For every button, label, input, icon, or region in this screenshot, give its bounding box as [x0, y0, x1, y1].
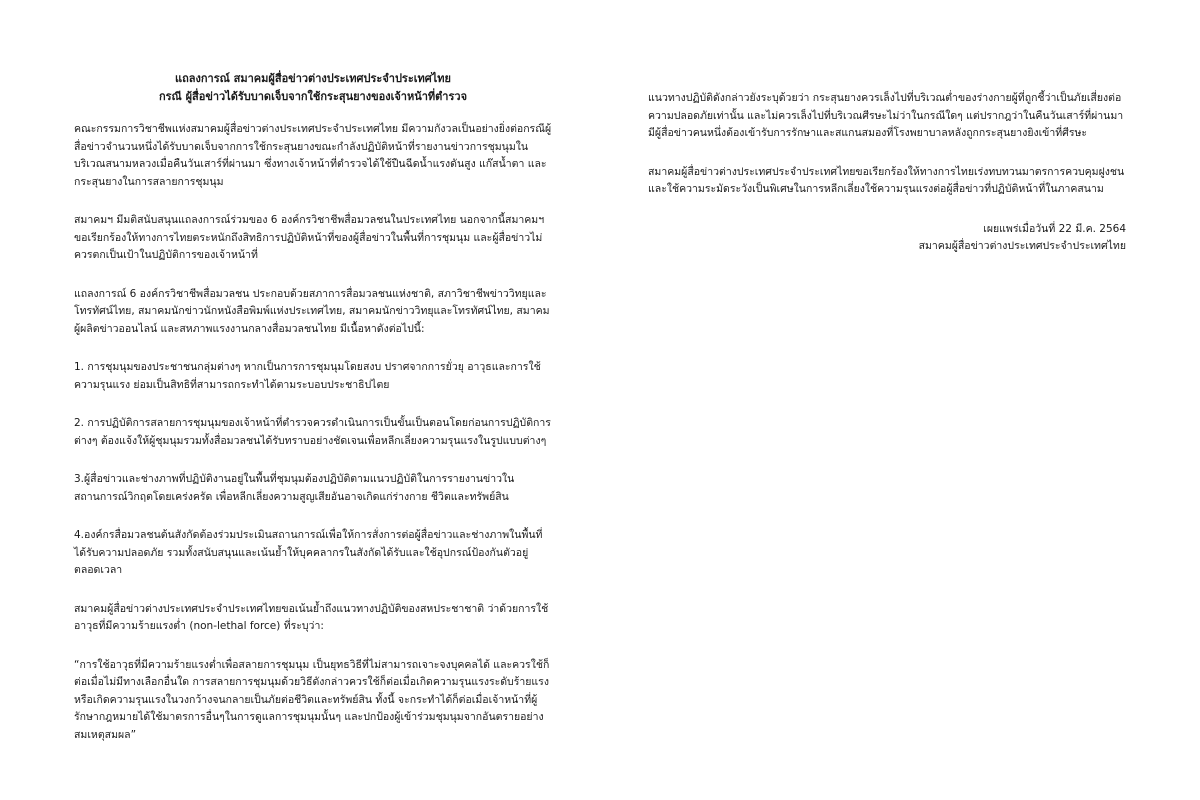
- issuer-name: สมาคมผู้สื่อข่าวต่างประเทศประจำประเทศไทย: [918, 240, 1126, 252]
- paragraph-point-2: 2. การปฏิบัติการสลายการชุมนุมของเจ้าหน้าที่ตำรวจควรดำเนินการเป็นขั้นเป็นตอนโดยก่อนการปฏิบัติการต่างๆ ต้องแจ้งให้ผู้ชุมนุมรวมทั้งสื่อมวลชนได้รับทราบอย่างชัดเจนเพื่อหลีกเลี่ยงความรุนแรงในรูปแบบต่างๆ: [74, 417, 551, 447]
- paragraph-demand: สมาคมผู้สื่อข่าวต่างประเทศประจำประเทศไทยขอเรียกร้องให้ทางการไทยเร่งทบทวนมาตรการควบคุมฝูงชน และใช้ความระมัดระวังเป็นพิเศษในการหลีกเลี่ยงใช้ความรุนแรงต่อผู้สื่อข่าวที่ปฏิบัติหน้าที่ในภาคสนาม: [648, 165, 1125, 195]
- paragraph-rubber-bullets: แนวทางปฏิบัติดังกล่าวยังระบุด้วยว่า กระสุนยางควรเล็งไปที่บริเวณต่ำของร่างกายผู้ที่ถูกชี้ว่าเป็นภัยเสี่ยงต่อความปลอดภัยเท่านั้น และไม่ควรเล็งไปที่บริเวณศีรษะไม่ว่าในกรณีใดๆ แต่ปรากฎว่าในคืนวันเสาร์ที่ผ่านมา มีผู้สื่อข่าวคนหนึ่งต้องเข้ารับการรักษาและสแกนสมองที่โรงพยาบาลหลังถูกกระสุนยางยิงเข้าที่ศีรษะ: [648, 92, 1124, 139]
- paragraph-quote: “การใช้อาวุธที่มีความร้ายแรงต่ำเพื่อสลายการชุมนุม เป็นยุทธวิธีที่ไม่สามารถเจาะจงบุคคลได้ และควรใช้ก็ต่อเมื่อไม่มีทางเลือกอื่นใด การสลายการชุมนุมด้วยวิธีดังกล่าวควรใช้ก็ต่อเมื่อเกิดความรุนแรงระดับร้ายแรง หรือเกิดความรุนแรงในวงกว้างจนกลายเป็นภัยต่อชีวิตและทรัพย์สิน ทั้งนี้ จะกระทำได้ก็ต่อเมื่อเจ้าหน้าที่ผู้รักษากฎหมายได้ใช้มาตรการอื่นๆในการดูแลการชุมนุมนั้นๆ และปกป้องผู้เข้าร่วมชุมนุมจากอันตรายอย่างสมเหตุสมผล”: [74, 658, 550, 741]
- paragraph-intro: คณะกรรมการวิชาชีพแห่งสมาคมผู้สื่อข่าวต่างประเทศประจำประเทศไทย มีความกังวลเป็นอย่างยิ่งต่อกรณีผู้สื่อข่าวจำนวนหนึ่งได้รับบาดเจ็บจากการใช้กระสุนยางขณะกำลังปฏิบัติหน้าที่รายงานข่าวการชุมนุมในบริเวณสนามหลวงเมื่อคืนวันเสาร์ที่ผ่านมา ซึ่งทางเจ้าหน้าที่ตำรวจได้ใช้ปืนฉีดน้ำแรงดันสูง แก๊สน้ำตา และกระสุนยางในการสลายการชุมนุม: [74, 123, 552, 188]
- title-line-1: แถลงการณ์ สมาคมผู้สื่อข่าวต่างประเทศประจำประเทศไทย: [175, 72, 451, 85]
- paragraph-point-4: 4.องค์กรสื่อมวลชนต้นสังกัดต้องร่วมประเมินสถานการณ์เพื่อให้การสั่งการต่อผู้สื่อข่าวและช่างภาพในพื้นที่ได้รับความปลอดภัย รวมทั้งสนับสนุนและเน้นย้ำให้บุคคลากรในสังกัดได้รับและใช้อุปกรณ์ป้องกันตัวอยู่ตลอดเวลา: [74, 529, 543, 576]
- paragraph-point-1: 1. การชุมนุมของประชาชนกลุ่มต่างๆ หากเป็นการการชุมนุมโดยสงบ ปราศจากการยั่วยุ อาวุธและการใช้ความรุนแรง ย่อมเป็นสิทธิที่สามารถกระทำได้ตามระบอบประชาธิปไตย: [74, 361, 541, 391]
- left-column: [74, 70, 552, 765]
- release-date: เผยแพร่เมื่อวันที่ 22 มี.ค. 2564: [983, 222, 1126, 235]
- document-title: [74, 70, 552, 106]
- paragraph-un-guideline: สมาคมผู้สื่อข่าวต่างประเทศประจำประเทศไทยขอเน้นย้ำถึงแนวทางปฏิบัติของสหประชาชาติ ว่าด้วยการใช้อาวุธที่มีความร้ายแรงต่ำ (non-lethal force) ที่ระบุว่า:: [74, 602, 549, 632]
- paragraph-point-3: 3.ผู้สื่อข่าวและช่างภาพที่ปฏิบัติงานอยู่ในพื้นที่ชุมนุมต้องปฏิบัติตามแนวปฏิบัติในการรายงานข่าวในสถานการณ์วิกฤตโดยเคร่งครัด เพื่อหลีกเลี่ยงความสูญเสียอันอาจเกิดแก่ร่างกาย ชีวิตและทรัพย์สิน: [74, 473, 515, 503]
- signature-block: [648, 221, 1126, 256]
- right-column: [648, 90, 1126, 256]
- title-line-2: กรณี ผู้สื่อข่าวได้รับบาดเจ็บจากใช้กระสุนยางของเจ้าหน้าที่ตำรวจ: [158, 90, 468, 103]
- paragraph-support: สมาคมฯ มีมติสนับสนุนแถลงการณ์ร่วมของ 6 องค์กรวิชาชีพสื่อมวลชนในประเทศไทย นอกจากนี้สมาคมฯ ขอเรียกร้องให้ทางการไทยตระหนักถึงสิทธิการปฏิบัติหน้าที่ของผู้สื่อข่าวในพื้นที่การชุมนุม และผู้สื่อข่าวไม่ควรตกเป็นเป้าในปฏิบัติการของเจ้าหน้าที่: [74, 214, 545, 261]
- paragraph-six-organizations: แถลงการณ์ 6 องค์กรวิชาชีพสื่อมวลชน ประกอบด้วยสภาการสื่อมวลชนแห่งชาติ, สภาวิชาชีพข่าววิทยุและโทรทัศน์ไทย, สมาคมนักข่าวนักหนังสือพิมพ์แห่งประเทศไทย, สมาคมนักข่าววิทยุและโทรทัศน์ไทย, สมาคมผู้ผลิตข่าวออนไลน์ และสหภาพแรงงานกลางสื่อมวลชนไทย มีเนื้อหาดังต่อไปนี้:: [74, 287, 550, 335]
